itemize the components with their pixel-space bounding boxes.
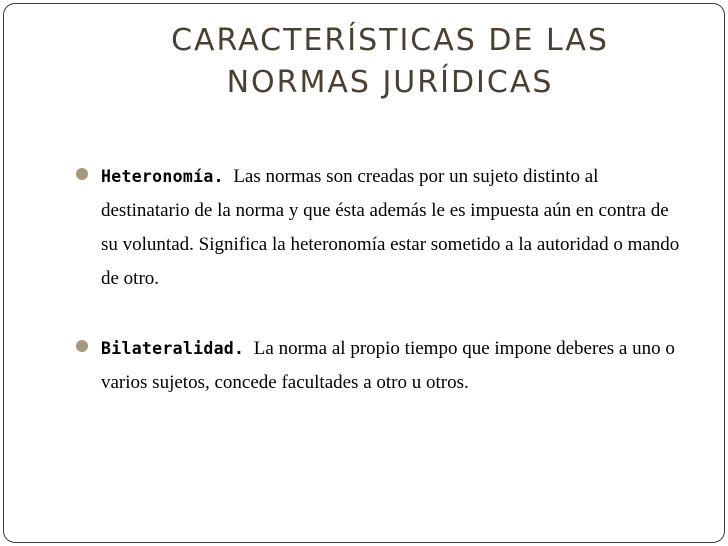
- title-line-1: CARACTERÍSTICAS DE LAS: [171, 23, 609, 58]
- bullet-term: Bilateralidad.: [101, 339, 245, 358]
- bullet-description: La norma al propio tiempo que impone deberes a uno o varios sujetos, concede facultades a otro u otros.: [101, 338, 675, 393]
- title-line-2: NORMAS JURÍDICAS: [226, 65, 554, 100]
- bullet-dot-icon: [76, 168, 88, 180]
- slide-title: [110, 20, 670, 104]
- bullet-text: [101, 160, 681, 296]
- bullet-dot-icon: [76, 340, 88, 352]
- bullet-text: [101, 332, 681, 400]
- bullet-term: Heteronomía.: [101, 167, 224, 186]
- bullet-description: Las normas son creadas por un sujeto distinto al destinatario de la norma y que ésta además le es impuesta aún en contra de su voluntad. Significa la heteronomía estar sometido a la autoridad o mando de otro.: [101, 166, 680, 289]
